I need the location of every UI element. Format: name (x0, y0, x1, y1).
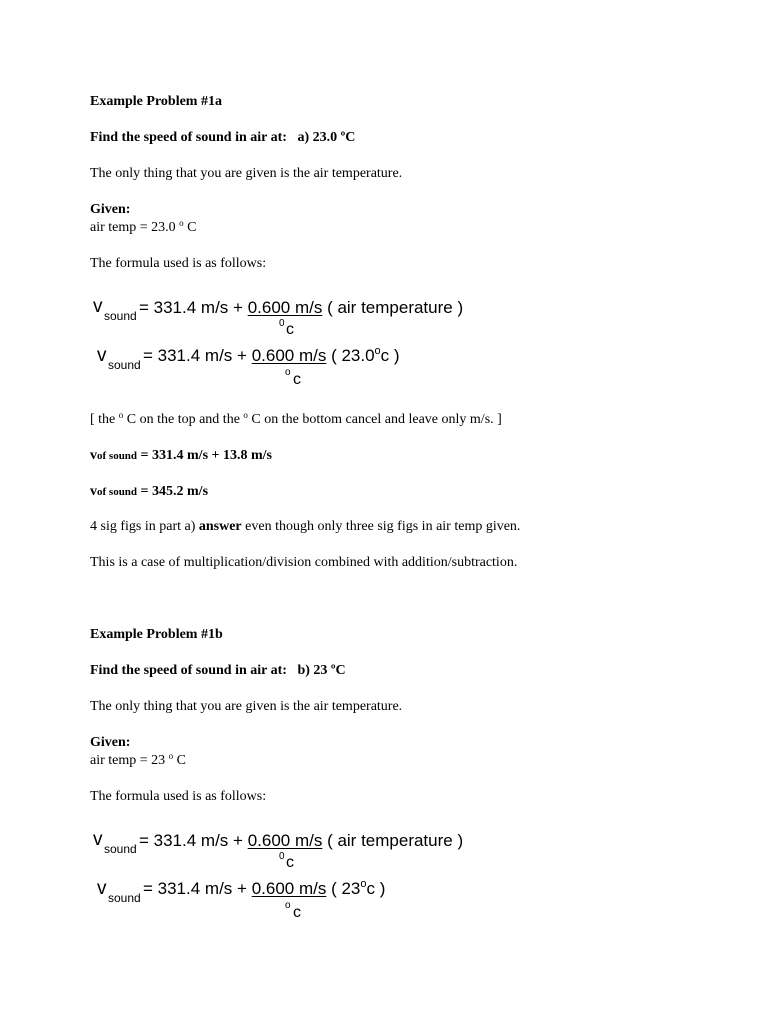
formula-parenthetical: ( air temperature ) (322, 298, 464, 317)
formula-constant: = 331.4 m/s + (139, 831, 248, 850)
velocity-subscript: of sound (97, 486, 138, 498)
note-emphasis: answer (198, 519, 242, 534)
denominator-degree: o (285, 900, 291, 911)
problem-a-title: Example Problem #1a (90, 94, 222, 109)
question-prefix: Find the speed of sound in air at: (90, 663, 287, 678)
problem-b-given-label: Given: (90, 735, 131, 750)
velocity-symbol: v (97, 878, 107, 899)
formula-temp-unit: c ) (366, 879, 386, 898)
formula-rhs (139, 298, 463, 318)
problem-a-given-value (90, 220, 197, 236)
formula-temp-value: ( 23.0 (326, 346, 375, 365)
velocity-subscript: sound (104, 309, 137, 323)
question-prefix: Find the speed of sound in air at: (90, 130, 287, 145)
velocity-symbol: v (90, 484, 97, 499)
problem-b-formula-intro: The formula used is as follows: (90, 789, 267, 804)
note-text: C on the top and the (123, 412, 240, 427)
problem-a-cancel-note (90, 412, 502, 428)
formula-constant: = 331.4 m/s + (143, 879, 252, 898)
problem-a-step2 (90, 484, 208, 500)
problem-a-step1 (90, 448, 272, 464)
formula-temp-unit: c ) (380, 346, 400, 365)
formula-denominator: c (286, 854, 294, 871)
problem-a-case-note: This is a case of multiplication/division combined with addition/subtraction. (90, 555, 518, 570)
problem-a-given-label: Given: (90, 202, 131, 217)
formula-temp-value: ( 23 (326, 879, 361, 898)
formula-numerator: 0.600 m/s (251, 346, 327, 365)
step-expression: = 331.4 m/s + 13.8 m/s (137, 448, 273, 463)
degree-mark: o (179, 218, 184, 228)
formula-rhs (139, 831, 463, 851)
given-value-unit: C (176, 753, 186, 768)
velocity-subscript: sound (104, 842, 137, 856)
degree-mark: o (168, 751, 174, 761)
velocity-symbol: v (93, 829, 103, 850)
problem-a-formula-intro: The formula used is as follows: (90, 256, 267, 271)
velocity-symbol: v (93, 296, 103, 317)
problem-b-given-intro: The only thing that you are given is the air temperature. (90, 699, 403, 714)
formula-parenthetical: ( air temperature ) (322, 831, 464, 850)
note-text: [ the (90, 412, 116, 427)
velocity-subscript: sound (108, 358, 141, 372)
formula-denominator: c (293, 904, 301, 921)
problem-b-given-value (90, 753, 186, 769)
question-part: a) 23.0 ºC (297, 130, 356, 145)
formula-rhs (143, 346, 400, 368)
given-value-text: air temp = 23.0 (90, 220, 176, 235)
problem-a-given-intro: The only thing that you are given is the air temperature. (90, 166, 403, 181)
formula-rhs (143, 879, 385, 901)
degree-mark: o (118, 410, 124, 420)
degree-mark: o (360, 878, 367, 890)
formula-constant: = 331.4 m/s + (139, 298, 248, 317)
denominator-degree: o (285, 367, 291, 378)
formula-numerator: 0.600 m/s (251, 879, 327, 898)
step-expression: = 345.2 m/s (137, 484, 209, 499)
note-text: C on the bottom cancel and leave only m/s. ] (247, 412, 502, 427)
formula-constant: = 331.4 m/s + (143, 346, 252, 365)
velocity-subscript: sound (108, 891, 141, 905)
problem-b-title: Example Problem #1b (90, 627, 223, 642)
given-value-unit: C (187, 220, 197, 235)
velocity-symbol: v (90, 448, 97, 463)
note-text: 4 sig figs in part a) (90, 519, 199, 534)
formula-denominator: c (286, 321, 294, 338)
denominator-degree: 0 (279, 318, 285, 329)
formula-numerator: 0.600 m/s (247, 831, 323, 850)
question-part: b) 23 ºC (297, 663, 346, 678)
degree-mark: o (374, 345, 381, 357)
note-text: even though only three sig figs in air temp given. (241, 519, 521, 534)
problem-a-question (90, 130, 355, 146)
degree-mark: o (243, 410, 248, 420)
formula-denominator: c (293, 371, 301, 388)
problem-a-sigfig-note (90, 519, 520, 535)
given-value-text: air temp = 23 (90, 753, 166, 768)
formula-numerator: 0.600 m/s (247, 298, 323, 317)
problem-b-question (90, 663, 346, 679)
velocity-subscript: of sound (97, 450, 138, 462)
denominator-degree: 0 (279, 851, 285, 862)
velocity-symbol: v (97, 345, 107, 366)
